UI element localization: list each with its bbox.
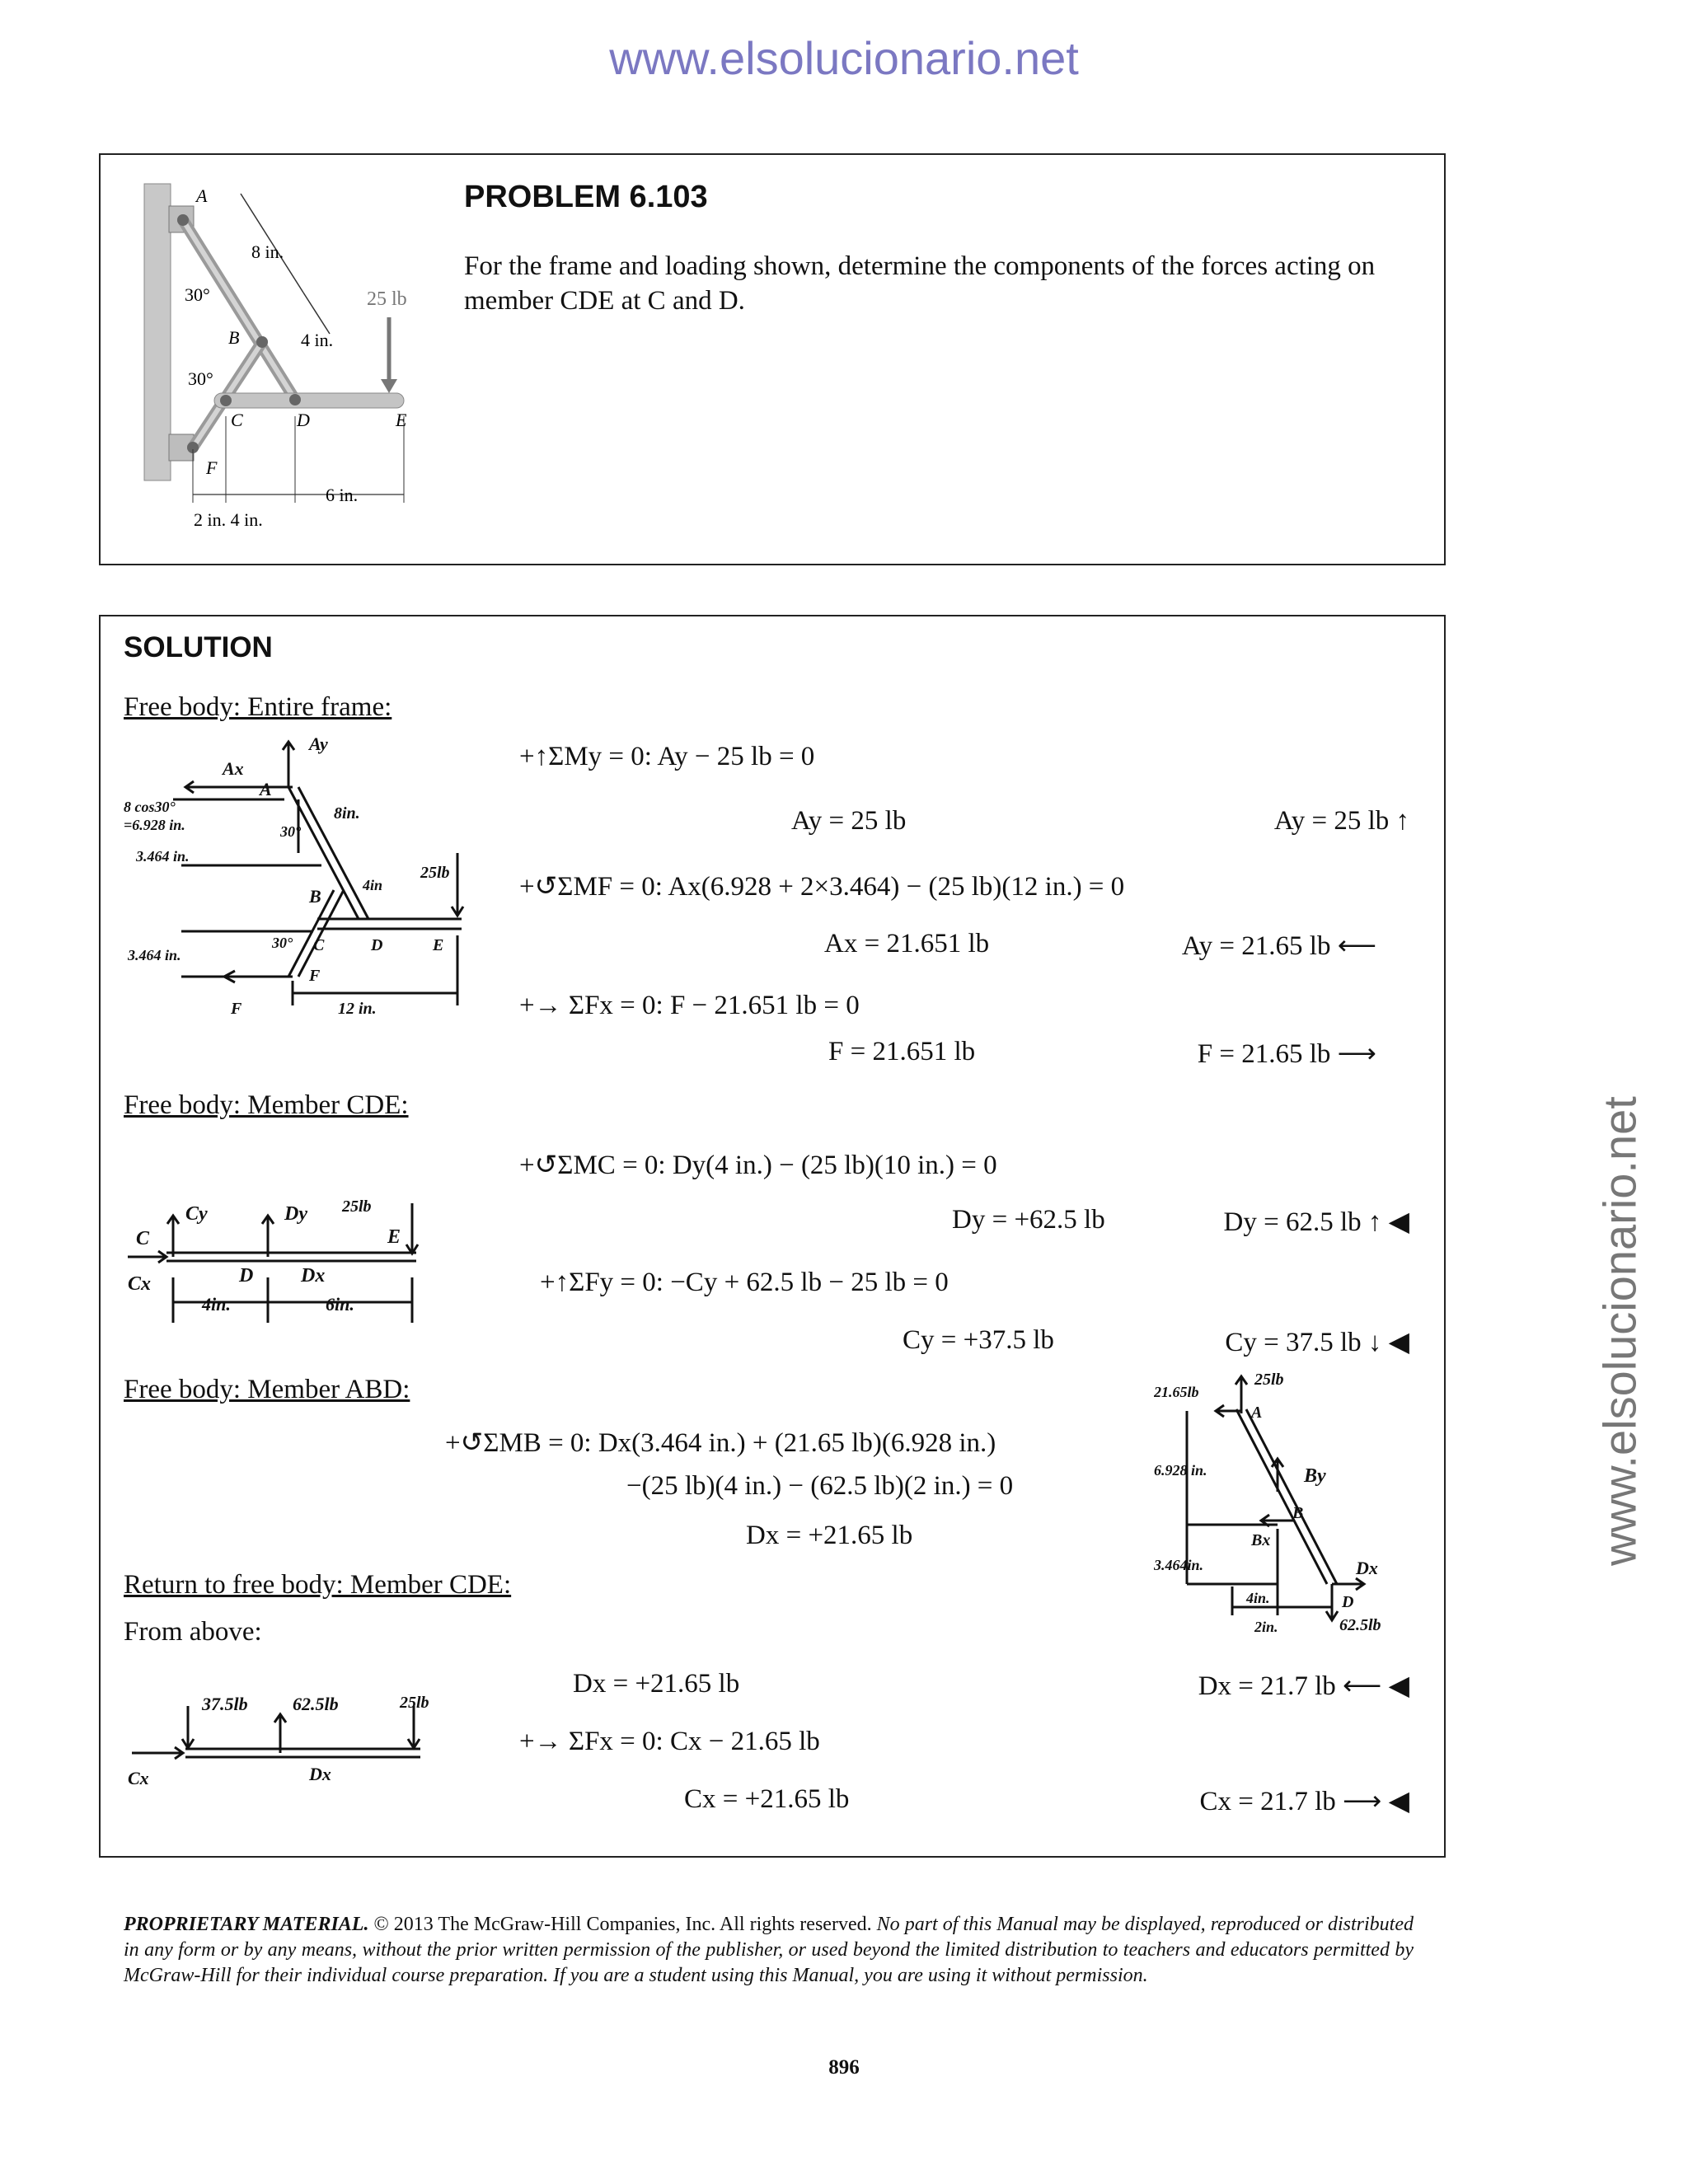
svg-text:30°: 30° — [185, 284, 210, 305]
svg-text:C: C — [136, 1228, 150, 1249]
sketch-member-cde-2 — [124, 1690, 437, 1805]
svg-text:Bx: Bx — [1251, 1531, 1271, 1549]
svg-text:4in.: 4in. — [202, 1294, 231, 1315]
svg-text:4in: 4in — [363, 877, 383, 893]
svg-text:D: D — [1342, 1593, 1354, 1611]
answer-6: Dx = 21.7 lb ⟵ ◀ — [1198, 1671, 1409, 1701]
svg-text:Dx: Dx — [1356, 1558, 1378, 1578]
member-cde — [214, 393, 404, 408]
svg-text:B: B — [228, 327, 240, 348]
page-number: 896 — [828, 2056, 860, 2079]
equation-10: Cy = +37.5 lb — [903, 1325, 1054, 1355]
svg-text:Ay: Ay — [309, 733, 328, 754]
svg-text:37.5lb: 37.5lb — [202, 1694, 248, 1714]
equation-3: +↺ΣMF = 0: Ax(6.928 + 2×3.464) − (25 lb)(12 in.) = 0 — [519, 872, 1125, 902]
label-load: 25 lb — [367, 288, 407, 310]
footer-rest: No part of this Manual may be displayed, reproduced or distributed in any form or by any means, without the prior written permission of the publisher, or used beyond the limited distribution to teachers and educators permitted by McGraw-Hill for their individual course preparation. If you are a student using this Manual, you are using it without permission. — [124, 1914, 1414, 1986]
svg-text:C: C — [231, 410, 243, 430]
svg-text:21.65lb: 21.65lb — [1154, 1384, 1199, 1400]
section-member-cde: Free body: Member CDE: — [124, 1090, 409, 1120]
svg-text:F: F — [309, 967, 321, 985]
footer-notice — [124, 1912, 1414, 1989]
svg-text:A: A — [196, 185, 208, 206]
footer-copyright: © 2013 The McGraw-Hill Companies, Inc. All rights reserved. — [368, 1914, 877, 1935]
sketch-entire-frame — [124, 729, 470, 1043]
equation-8: Dy = +62.5 lb — [952, 1205, 1105, 1235]
svg-text:25lb: 25lb — [400, 1694, 429, 1712]
equation-16: Cx = +21.65 lb — [684, 1784, 850, 1814]
svg-text:B: B — [309, 886, 321, 907]
svg-text:3.464 in.: 3.464 in. — [136, 848, 190, 865]
svg-text:8in.: 8in. — [334, 804, 360, 823]
svg-text:25lb: 25lb — [342, 1197, 372, 1216]
svg-text:C: C — [313, 936, 325, 954]
wall — [144, 184, 171, 480]
svg-text:8 in.: 8 in. — [251, 241, 284, 262]
watermark-side-text: www.elsolucionario.net — [1593, 1096, 1646, 1566]
equation-13: Dx = +21.65 lb — [746, 1521, 913, 1550]
svg-text:A: A — [1251, 1404, 1263, 1422]
footer-lead: PROPRIETARY MATERIAL. — [124, 1914, 369, 1935]
problem-statement: For the frame and loading shown, determine the components of the forces acting on member CDE at C and D. — [464, 251, 1376, 316]
from-above: From above: — [124, 1617, 262, 1647]
svg-text:Dy: Dy — [284, 1203, 307, 1225]
sketch-member-abd — [1154, 1368, 1426, 1640]
answer-1: Ay = 25 lb ↑ — [1273, 806, 1409, 836]
svg-text:62.5lb: 62.5lb — [1339, 1616, 1381, 1634]
sketch-member-cde — [124, 1187, 429, 1343]
svg-text:3.464in.: 3.464in. — [1154, 1557, 1204, 1573]
answer-5: Cy = 37.5 lb ↓ ◀ — [1225, 1328, 1409, 1357]
equation-4: Ax = 21.651 lb — [824, 929, 990, 958]
svg-text:30°: 30° — [272, 935, 293, 951]
equation-1: +↑ΣMy = 0: Ay − 25 lb = 0 — [519, 742, 815, 771]
equation-7: +↺ΣMC = 0: Dy(4 in.) − (25 lb)(10 in.) = 0 — [519, 1151, 997, 1180]
svg-text:62.5lb: 62.5lb — [293, 1694, 339, 1714]
svg-text:6 in.: 6 in. — [326, 485, 359, 505]
svg-text:D: D — [297, 410, 310, 430]
svg-text:D: D — [371, 936, 383, 954]
svg-text:6in.: 6in. — [326, 1294, 354, 1315]
svg-text:A: A — [260, 779, 272, 799]
svg-text:D: D — [239, 1265, 254, 1286]
svg-text:By: By — [1304, 1465, 1326, 1487]
svg-text:Cx: Cx — [128, 1768, 149, 1788]
problem-title: PROBLEM 6.103 — [464, 180, 708, 214]
svg-text:2 in. 4 in.: 2 in. 4 in. — [194, 509, 263, 530]
svg-text:25lb: 25lb — [420, 864, 450, 882]
svg-text:F: F — [206, 457, 218, 478]
svg-text:8 cos30°: 8 cos30° — [124, 799, 176, 815]
svg-text:Ax: Ax — [223, 758, 244, 779]
svg-text:E: E — [396, 410, 407, 430]
svg-text:E: E — [433, 936, 444, 954]
svg-text:6.928 in.: 6.928 in. — [1154, 1462, 1207, 1479]
svg-text:4in.: 4in. — [1246, 1590, 1270, 1606]
solution-title: SOLUTION — [124, 631, 273, 663]
equation-5: +→ ΣFx = 0: F − 21.651 lb = 0 — [519, 991, 860, 1020]
svg-text:3.464 in.: 3.464 in. — [128, 947, 181, 963]
equation-11: +↺ΣMB = 0: Dx(3.464 in.) + (21.65 lb)(6.928 in.) — [445, 1428, 996, 1458]
svg-text:30°: 30° — [188, 368, 213, 389]
equation-15: +→ ΣFx = 0: Cx − 21.65 lb — [519, 1727, 820, 1756]
svg-text:B: B — [1292, 1504, 1304, 1522]
svg-text:Dx: Dx — [301, 1265, 326, 1286]
svg-text:30°: 30° — [280, 823, 302, 840]
equation-14: Dx = +21.65 lb — [573, 1669, 740, 1699]
answer-2: Ay = 21.65 lb ⟵ — [1181, 931, 1376, 961]
svg-text:12 in.: 12 in. — [338, 1000, 377, 1018]
section-member-abd: Free body: Member ABD: — [124, 1375, 410, 1404]
svg-text:=6.928 in.: =6.928 in. — [124, 817, 185, 833]
equation-6: F = 21.651 lb — [828, 1037, 976, 1066]
answer-7: Cx = 21.7 lb ⟶ ◀ — [1199, 1787, 1409, 1816]
answer-4: Dy = 62.5 lb ↑ ◀ — [1223, 1207, 1409, 1237]
equation-12: −(25 lb)(4 in.) − (62.5 lb)(2 in.) = 0 — [626, 1471, 1014, 1501]
svg-text:Cx: Cx — [128, 1273, 152, 1295]
svg-text:F: F — [231, 1000, 242, 1018]
svg-text:E: E — [387, 1226, 401, 1248]
section-entire-frame: Free body: Entire frame: — [124, 692, 392, 722]
problem-figure — [124, 169, 453, 548]
equation-9: +↑ΣFy = 0: −Cy + 62.5 lb − 25 lb = 0 — [540, 1268, 949, 1297]
watermark-top: www.elsolucionario.net — [609, 32, 1079, 84]
answer-3: F = 21.65 lb ⟶ — [1197, 1039, 1376, 1069]
svg-text:25lb: 25lb — [1254, 1371, 1284, 1389]
svg-text:Dx: Dx — [309, 1764, 331, 1784]
svg-text:2in.: 2in. — [1254, 1619, 1278, 1635]
svg-text:4 in.: 4 in. — [301, 330, 334, 350]
section-return-cde: Return to free body: Member CDE: — [124, 1570, 512, 1600]
equation-2: Ay = 25 lb — [791, 806, 907, 836]
svg-text:Cy: Cy — [185, 1203, 208, 1225]
